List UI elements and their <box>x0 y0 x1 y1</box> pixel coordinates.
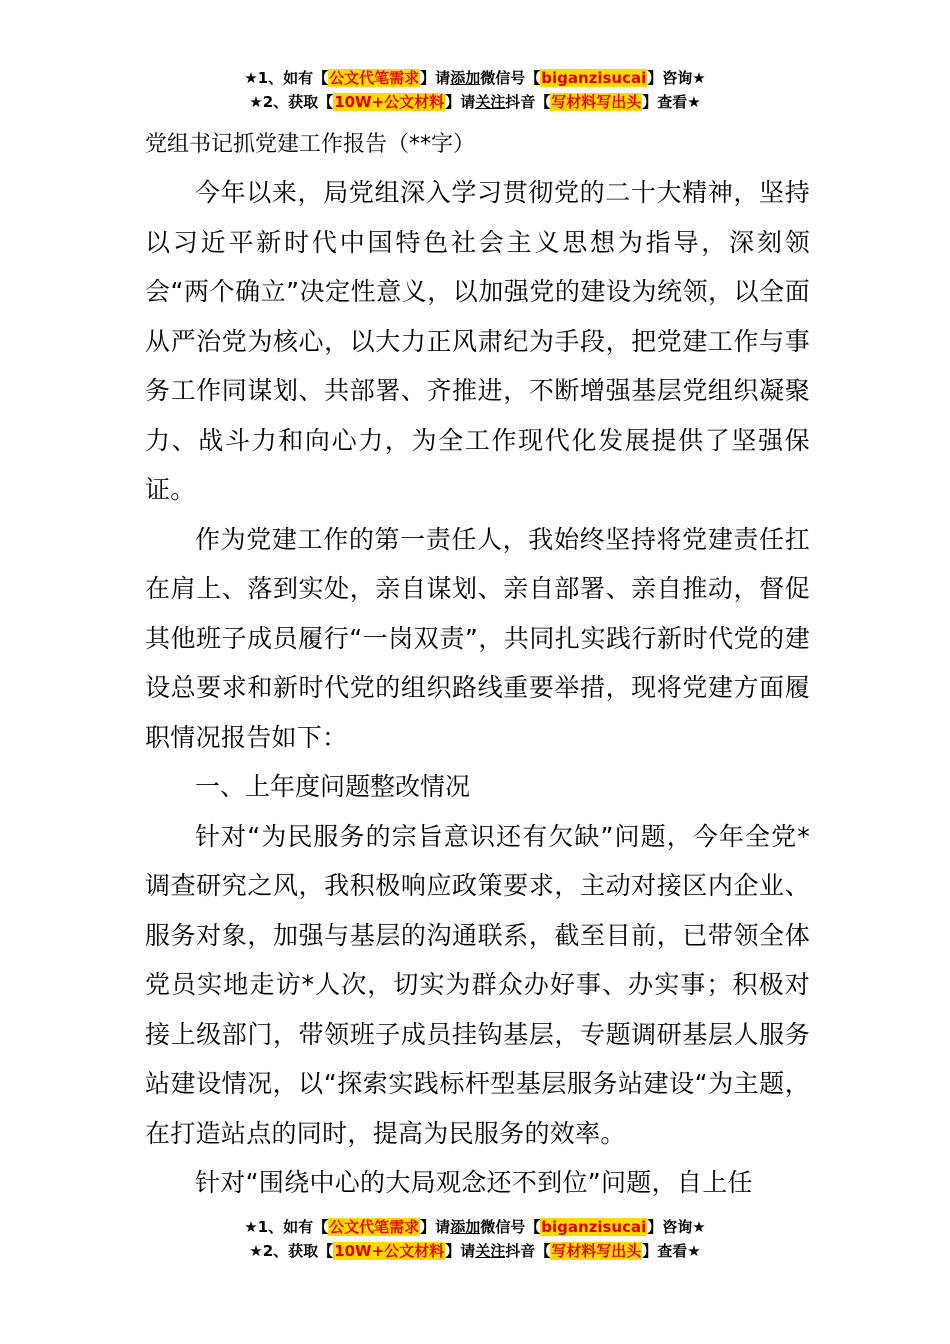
banner-line-2: ★2、获取【10W+公文材料】请关注抖音【写材料写出头】查看★ <box>249 93 701 111</box>
banner-highlight: 写材料写出头 <box>551 1242 642 1260</box>
document-title: 党组书记抓党建工作报告（**字） <box>145 132 476 157</box>
document-body <box>145 168 810 1208</box>
banner-highlight: 公文代笔需求 <box>329 69 420 87</box>
paragraph: 针对“围绕中心的大局观念还不到位”问题，自上任 <box>195 1168 753 1197</box>
banner-line-2: ★2、获取【10W+公文材料】请关注抖音【写材料写出头】查看★ <box>249 1242 701 1260</box>
banner-highlight: 10W+公文材料 <box>334 1242 445 1260</box>
bottom-banner <box>0 1215 950 1263</box>
banner-line-1: ★1、如有【公文代笔需求】请添加微信号【biganzisucai】咨询★ <box>244 69 706 87</box>
banner-line-1: ★1、如有【公文代笔需求】请添加微信号【biganzisucai】咨询★ <box>244 1218 706 1236</box>
section-heading: 一、上年度问题整改情况 <box>195 772 471 801</box>
banner-highlight: 公文代笔需求 <box>329 1218 420 1236</box>
paragraph: 针对“为民服务的宗旨意识还有欠缺”问题，今年全党*调查研究之风，我积极响应政策要求，主动对接区内企业、服务对象，加强与基层的沟通联系，截至目前，已带领全体党员实地走访*人次，切实为群众办好事、办实事；积极对接上级部门，带领班子成员挂钩基层，专题调研基层人服务站建设情况，以“探索实践标杆型基层服务站建设“为主题，在打造站点的同时，提高为民服务的效率。 <box>145 821 810 1148</box>
banner-highlight: biganzisucai <box>541 69 647 87</box>
banner-highlight: 写材料写出头 <box>551 93 642 111</box>
paragraph: 今年以来，局党组深入学习贯彻党的二十大精神，坚持以习近平新时代中国特色社会主义思想为指导，深刻领会“两个确立”决定性意义，以加强党的建设为统领，以全面从严治党为核心，以大力正风肃纪为手段，把党建工作与事务工作同谋划、共部署、齐推进，不断增强基层党组织凝聚力、战斗力和向心力，为全工作现代化发展提供了坚强保证。 <box>145 178 810 504</box>
paragraph: 作为党建工作的第一责任人，我始终坚持将党建责任扛在肩上、落到实处，亲自谋划、亲自部署、亲自推动，督促其他班子成员履行“一岗双责”，共同扎实践行新时代党的建设总要求和新时代党的组织路线重要举措，现将党建方面履职情况报告如下： <box>145 524 810 752</box>
banner-highlight: 10W+公文材料 <box>334 93 445 111</box>
banner-highlight: biganzisucai <box>541 1218 647 1236</box>
top-banner <box>0 66 950 114</box>
